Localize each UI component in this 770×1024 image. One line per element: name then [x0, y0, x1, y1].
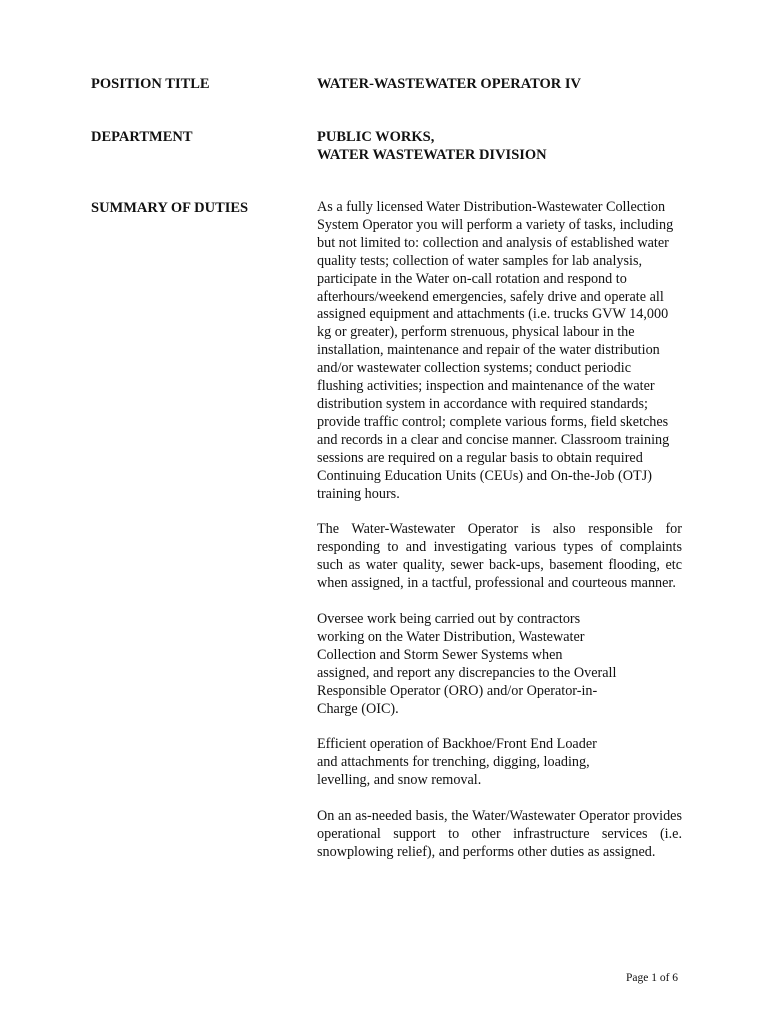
- summary-of-duties-label: SUMMARY OF DUTIES: [91, 200, 249, 216]
- department-value-line1: PUBLIC WORKS,: [317, 129, 435, 145]
- page-number: Page 1 of 6: [626, 972, 679, 984]
- duties-paragraph-1: As a fully licensed Water Distribution-Wastewater Collection System Operator you will perform a variety of tasks, including but not limited to: collection and analysis of established water quality tests; collection of water samples for lab analysis, participate in the Water on-call rotation and respond to afterhours/weekend emergencies, safely drive and operate all assigned equipment and attachments (i.e. trucks GVW 14,000 kg or greater), perform strenuous, physical labour in the installation, maintenance and repair of the water distribution and/or wastewater collection systems; conduct periodic flushing activities; inspection and maintenance of the water distribution system in accordance with required standards; provide traffic control; complete various forms, field sketches and records in a clear and concise manner. Classroom training sessions are required on a regular basis to obtain required Continuing Education Units (CEUs) and On-the-Job (OTJ) training hours.: [317, 199, 674, 502]
- department-value-line2: WATER WASTEWATER DIVISION: [317, 147, 547, 163]
- position-title-label: POSITION TITLE: [91, 76, 210, 92]
- duties-paragraph-3: Oversee work being carried out by contractors working on the Water Distribution, Wastewater Collection and Storm Sewer Systems when assigned, and report any discrepancies to the Overall Responsible Operator (ORO) and/or Operator-in-Charge (OIC).: [317, 611, 617, 717]
- department-value: [317, 128, 547, 164]
- position-title-value: WATER-WASTEWATER OPERATOR IV: [317, 76, 582, 92]
- duties-paragraph-5: On an as-needed basis, the Water/Wastewater Operator provides operational support to other infrastructure services (i.e. snowplowing relief), and performs other duties as assigned.: [317, 808, 682, 860]
- duties-paragraph-2: The Water-Wastewater Operator is also responsible for responding to and investigating various types of complaints such as water quality, sewer back-ups, basement flooding, etc when assigned, in a tactful, professional and courteous manner.: [317, 521, 682, 592]
- duties-paragraph-4: Efficient operation of Backhoe/Front End Loader and attachments for trenching, digging, loading, levelling, and snow removal.: [317, 736, 597, 789]
- department-label: DEPARTMENT: [91, 129, 193, 145]
- summary-of-duties-body: [317, 199, 682, 862]
